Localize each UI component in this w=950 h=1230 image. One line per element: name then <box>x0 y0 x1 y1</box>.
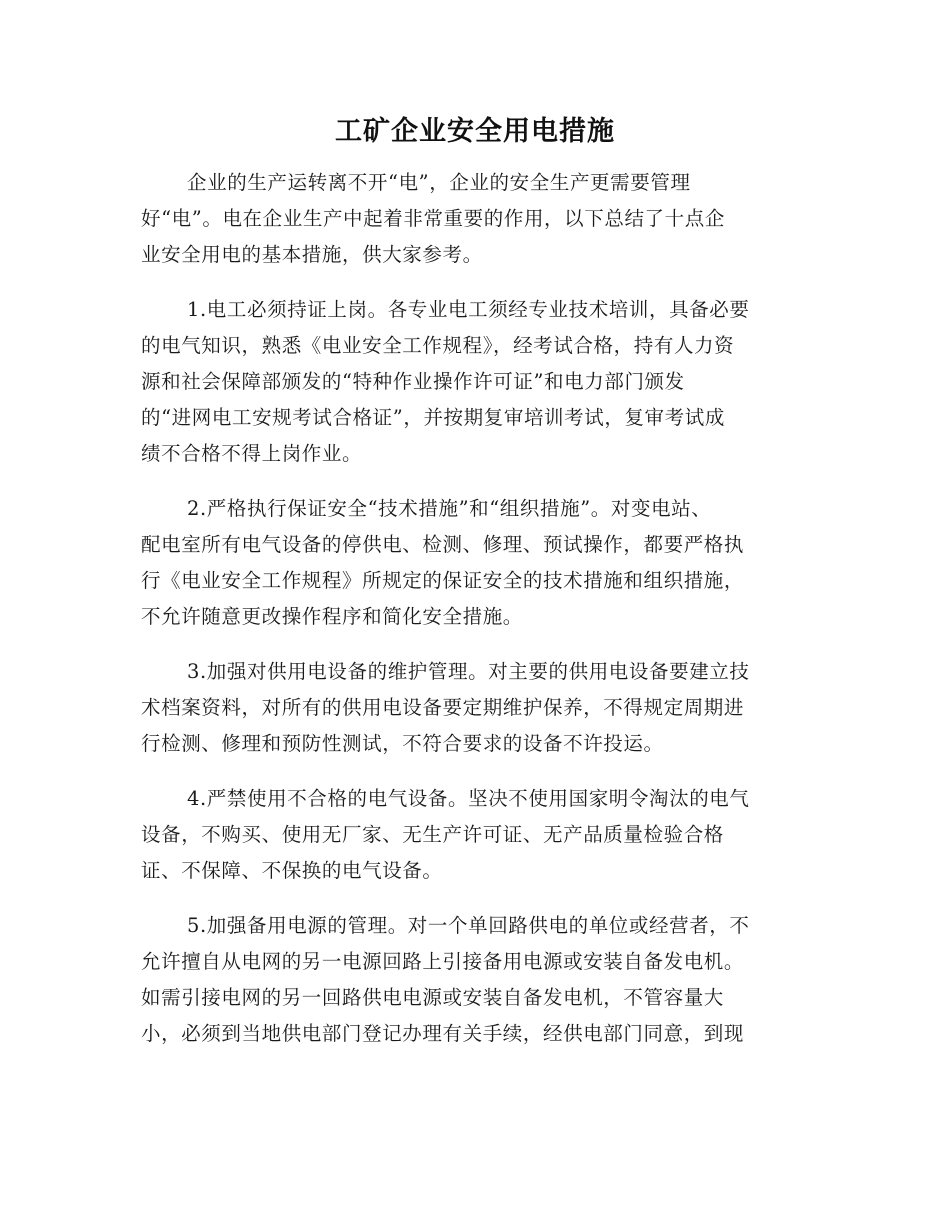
text-line: 行《电业安全工作规程》所规定的保证安全的技术措施和组织措施， <box>141 569 745 592</box>
paragraph-item-5 <box>141 908 794 1052</box>
text-line: 1.电工必须持证上岗。各专业电工须经专业技术培训，具备必要 <box>187 298 750 321</box>
text-line: 允许擅自从电网的另一电源回路上引接备用电源或安装自备发电机。 <box>141 950 745 973</box>
document-body <box>141 165 794 1071</box>
paragraph-item-3 <box>141 654 794 762</box>
text-line: 源和社会保障部颁发的“特种作业操作许可证”和电力部门颁发 <box>141 370 685 393</box>
text-line: 的“进网电工安规考试合格证”，并按期复审培训考试，复审考试成 <box>141 406 725 429</box>
text-line: 企业的生产运转离不开“电”，企业的安全生产更需要管理 <box>187 171 691 194</box>
paragraph-item-4 <box>141 781 794 889</box>
text-line: 设备，不购买、使用无厂家、无生产许可证、无产品质量检验合格 <box>141 823 724 846</box>
text-line: 术档案资料，对所有的供用电设备要定期维护保养，不得规定周期进 <box>141 696 745 719</box>
text-line: 不允许随意更改操作程序和简化安全措施。 <box>141 605 523 628</box>
text-line: 业安全用电的基本措施，供大家参考。 <box>141 243 483 266</box>
text-line: 好“电”。电在企业生产中起着非常重要的作用，以下总结了十点企 <box>141 207 725 230</box>
text-line: 行检测、修理和预防性测试，不符合要求的设备不许投运。 <box>141 732 664 755</box>
text-line: 4.严禁使用不合格的电气设备。坚决不使用国家明令淘汰的电气 <box>187 787 750 810</box>
text-line: 如需引接电网的另一回路供电电源或安装自备发电机，不管容量大 <box>141 986 724 1009</box>
text-line: 3.加强对供用电设备的维护管理。对主要的供用电设备要建立技 <box>187 660 750 683</box>
paragraph-item-1 <box>141 292 794 472</box>
paragraph-item-2 <box>141 491 794 635</box>
text-line: 5.加强备用电源的管理。对一个单回路供电的单位或经营者，不 <box>187 914 750 937</box>
text-line: 的电气知识，熟悉《电业安全工作规程》，经考试合格，持有人力资 <box>141 334 735 357</box>
text-line: 证、不保障、不保换的电气设备。 <box>141 859 443 882</box>
text-line: 2.严格执行保证安全“技术措施”和“组织措施”。对变电站、 <box>187 497 712 520</box>
document-title: 工矿企业安全用电措施 <box>335 116 615 147</box>
paragraph-intro <box>141 165 794 273</box>
text-line: 绩不合格不得上岗作业。 <box>141 442 363 465</box>
text-line: 配电室所有电气设备的停供电、检测、修理、预试操作，都要严格执 <box>141 533 745 556</box>
text-line: 小，必须到当地供电部门登记办理有关手续，经供电部门同意，到现 <box>141 1022 745 1045</box>
